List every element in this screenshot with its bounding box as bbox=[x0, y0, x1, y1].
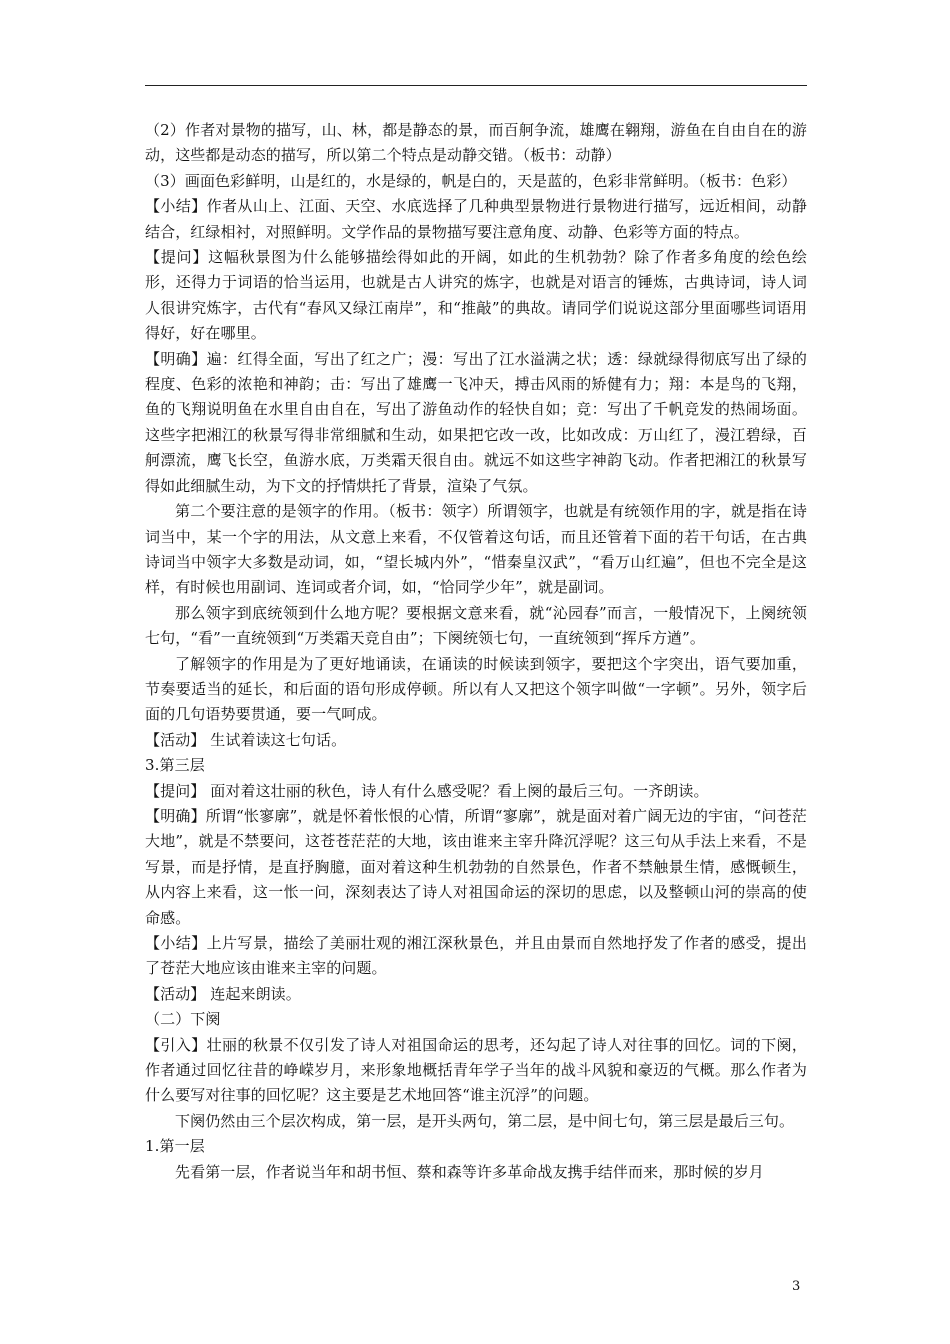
paragraph: 了解领字的作用是为了更好地诵读，在诵读的时候读到领字，要把这个字突出，语气要加重，节奏要适当的延长，和后面的语句形成停顿。所以有人又把这个领字叫做“一字顿”。另外，领字后面的几句语势要贯通，要一气呵成。 bbox=[145, 654, 807, 724]
paragraph: （2）作者对景物的描写，山、林，都是静态的景，而百舸争流，雄鹰在翱翔，游鱼在自由自在的游动，这些都是动态的描写，所以第二个特点是动静交错。（板书：动静） bbox=[145, 121, 807, 165]
paragraph: 那么领字到底统领到什么地方呢？要根据文意来看，就“沁园春”而言，一般情况下，上阕统领七句，“看”一直统领到“万类霜天竞自由”；下阕统领七句，一直统领到“挥斥方遒”。 bbox=[145, 603, 807, 648]
document-body bbox=[145, 118, 807, 1185]
paragraph: 【活动】 连起来朗读。 bbox=[145, 984, 301, 1003]
paragraph: 下阕仍然由三个层次构成，第一层，是开头两句，第二层，是中间七句，第三层是最后三句。 bbox=[175, 1111, 795, 1130]
paragraph: 【小结】作者从山上、江面、天空、水底选择了几种典型景物进行景物进行描写，远近相间，动静结合，红绿相衬，对照鲜明。文学作品的景物描写要注意角度、动静、色彩等方面的特点。 bbox=[145, 197, 807, 241]
paragraph: 3.第三层 bbox=[145, 756, 205, 775]
paragraph: 【小结】上片写景，描绘了美丽壮观的湘江深秋景色，并且由景而自然地抒发了作者的感受，提出了苍茫大地应该由谁来主宰的问题。 bbox=[145, 934, 807, 978]
paragraph: 【活动】 生试着读这七句话。 bbox=[145, 730, 347, 749]
paragraph: 【明确】所谓“怅寥廓”，就是怀着怅恨的心情，所谓“寥廓”，就是面对着广阔无边的宇宙，“问苍茫大地”，就是不禁要问，这苍苍茫茫的大地，该由谁来主宰升降沉浮呢？这三句从手法上来看，不是写景，而是抒情，是直抒胸臆，面对着这种生机勃勃的自然景色，作者不禁触景生情，感慨顿生，从内容上来看，这一怅一问，深刻表达了诗人对祖国命运的深切的思虑，以及整顿山河的崇高的使命感。 bbox=[145, 806, 807, 927]
paragraph: 【明确】遍：红得全面，写出了红之广；漫：写出了江水溢满之状；透：绿就绿得彻底写出了绿的程度、色彩的浓艳和神韵；击：写出了雄鹰一飞冲天，搏击风雨的矫健有力；翔：本是鸟的飞翔，鱼的飞翔说明鱼在水里自由自在，写出了游鱼动作的轻快自如；竞：写出了千帆竞发的热闹场面。这些字把湘江的秋景写得非常细腻和生动，如果把它改一改，比如改成：万山红了，漫江碧绿，百舸漂流，鹰飞长空，鱼游水底，万类霜天很自由。就远不如这些字神韵飞动。作者把湘江的秋景写得如此细腻生动，为下文的抒情烘托了背景，渲染了气氛。 bbox=[145, 349, 807, 495]
header-rule bbox=[145, 85, 807, 86]
paragraph: 【提问】这幅秋景图为什么能够描绘得如此的开阔，如此的生机勃勃？除了作者多角度的绘色绘形，还得力于词语的恰当运用，也就是古人讲究的炼字，也就是对语言的锤炼，古典诗词，诗人词人很讲究炼字，古代有“春风又绿江南岸”，和“推敲”的典故。请同学们说说这部分里面哪些词语用得好，好在哪里。 bbox=[145, 248, 807, 343]
paragraph: （3）画面色彩鲜明，山是红的，水是绿的，帆是白的，天是蓝的，色彩非常鲜明。（板书：色彩） bbox=[145, 171, 797, 190]
paragraph: 【引入】壮丽的秋景不仅引发了诗人对祖国命运的思考，还勾起了诗人对往事的回忆。词的下阕，作者通过回忆往昔的峥嵘岁月，来形象地概括青年学子当年的战斗风貌和豪迈的气概。那么作者为什么要写对往事的回忆呢？这主要是艺术地回答“谁主沉浮”的问题。 bbox=[145, 1035, 807, 1105]
paragraph: 第二个要注意的是领字的作用。（板书：领字）所谓领字，也就是有统领作用的字，就是指在诗词当中，某一个字的用法，从文意上来看，不仅管着这句话，而且还管着下面的若干句话，在古典诗词当中领字大多数是动词，如，“望长城内外”，“惜秦皇汉武”，“看万山红遍”，但也不完全是这样，有时候也用副词、连词或者介词，如，“恰同学少年”，就是副词。 bbox=[145, 502, 807, 597]
paragraph: （二）下阕 bbox=[145, 1010, 221, 1029]
paragraph: 先看第一层，作者说当年和胡书恒、蔡和森等许多革命战友携手结伴而来，那时候的岁月 bbox=[175, 1162, 764, 1181]
page-number: 3 bbox=[792, 1279, 801, 1294]
paragraph: 1.第一层 bbox=[145, 1137, 205, 1156]
paragraph: 【提问】 面对着这壮丽的秋色，诗人有什么感受呢？看上阕的最后三句。一齐朗读。 bbox=[145, 781, 709, 800]
